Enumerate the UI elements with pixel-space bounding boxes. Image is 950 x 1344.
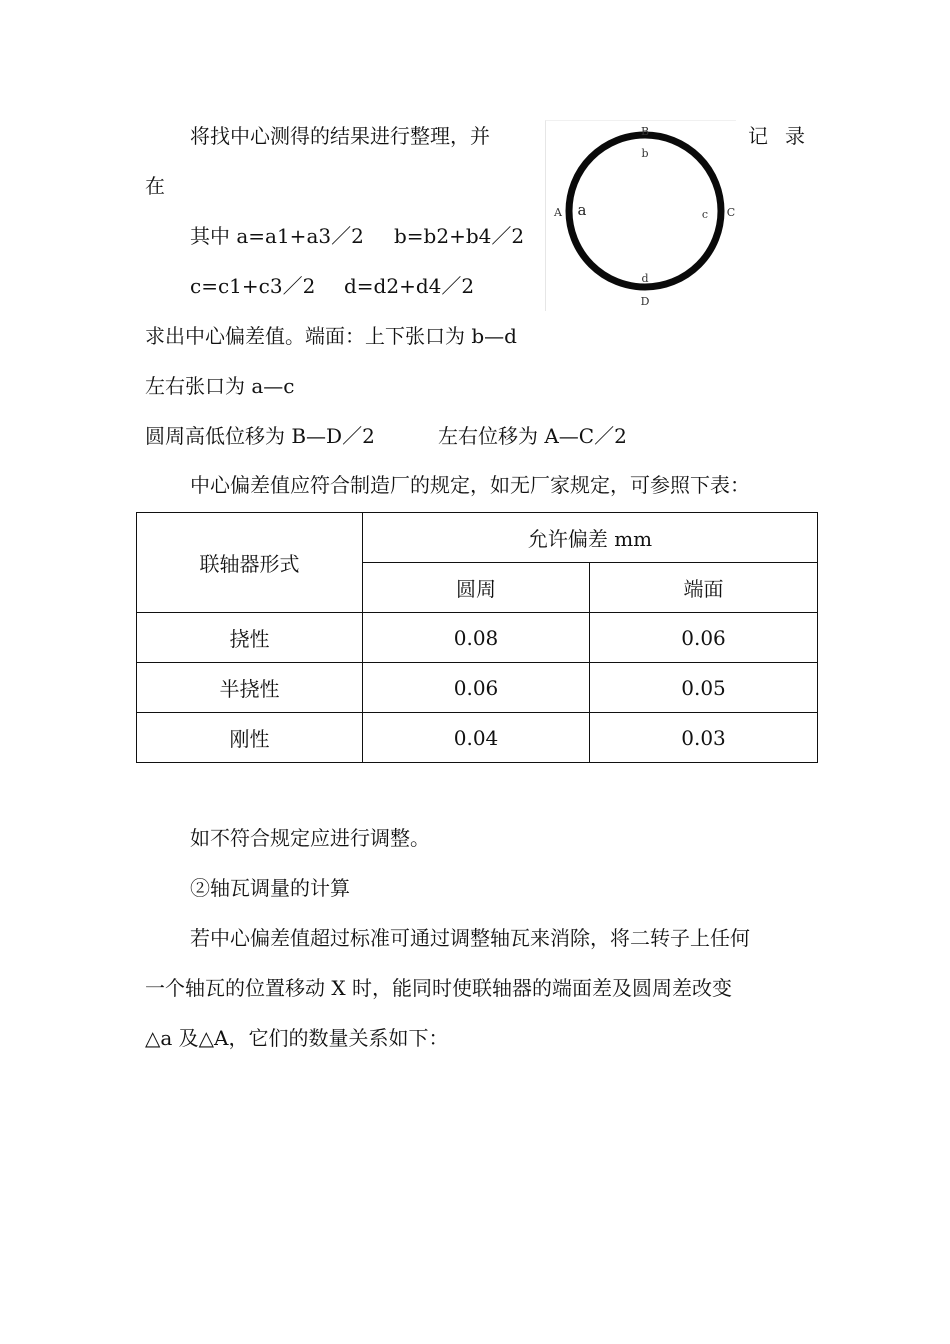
body-line-3: △a 及△A，它们的数量关系如下： (145, 1026, 449, 1050)
table-row (137, 663, 818, 713)
outer-label-left: A (554, 206, 562, 219)
allowable-deviation-table (136, 512, 818, 763)
circumference-cell: 0.06 (363, 663, 590, 713)
adjust-note: 如不符合规定应进行调整。 (190, 826, 430, 850)
intro-text-part3: 在 (145, 174, 165, 198)
outer-label-bottom: D (640, 295, 650, 308)
end-face-cell: 0.03 (590, 713, 818, 763)
circumference-shift: 圆周高低位移为 B—D／2 (145, 424, 375, 448)
left-right-gap: 左右张口为 a—c (145, 374, 295, 398)
intro-text-part1: 将找中心测得的结果进行整理，并 (190, 124, 490, 148)
allowable-deviation-header: 允许偏差 mm (363, 513, 818, 563)
circumference-cell: 0.08 (363, 613, 590, 663)
outer-label-right: C (726, 206, 736, 219)
formula-a: 其中 a=a1+a3／2 (190, 224, 364, 248)
table-intro: 中心偏差值应符合制造厂的规定，如无厂家规定，可参照下表： (190, 473, 750, 497)
coupling-type-cell: 半挠性 (137, 663, 363, 713)
coupling-measurement-diagram (545, 120, 736, 311)
circumference-header: 圆周 (363, 563, 590, 613)
body-line-2: 一个轴瓦的位置移动 X 时，能同时使联轴器的端面差及圆周差改变 (145, 976, 732, 1000)
formula-d: d=d2+d4／2 (344, 274, 475, 298)
table-header-row (137, 513, 818, 563)
end-face-cell: 0.06 (590, 613, 818, 663)
coupling-type-header: 联轴器形式 (137, 513, 363, 613)
end-face-cell: 0.05 (590, 663, 818, 713)
inner-label-bottom: d (641, 272, 649, 285)
inner-label-right: c (701, 208, 709, 221)
left-right-shift: 左右位移为 A—C／2 (438, 424, 627, 448)
body-line-1: 若中心偏差值超过标准可通过调整轴瓦来消除，将二转子上任何 (190, 926, 750, 950)
intro-text-part2-b: 录 (785, 124, 805, 148)
table-row (137, 713, 818, 763)
table-row (137, 613, 818, 663)
outer-label-top: B (640, 125, 650, 138)
section-title: ②轴瓦调量的计算 (190, 876, 350, 900)
coupling-type-cell: 挠性 (137, 613, 363, 663)
formula-b: b=b2+b4／2 (394, 224, 525, 248)
intro-text-part2-a: 记 (748, 124, 768, 148)
end-face-header: 端面 (590, 563, 818, 613)
inner-label-top: b (641, 147, 649, 160)
circumference-cell: 0.04 (363, 713, 590, 763)
coupling-type-cell: 刚性 (137, 713, 363, 763)
deviation-intro: 求出中心偏差值。端面：上下张口为 b—d (145, 324, 517, 348)
inner-label-left: a (577, 201, 587, 219)
formula-c: c=c1+c3／2 (190, 274, 316, 298)
